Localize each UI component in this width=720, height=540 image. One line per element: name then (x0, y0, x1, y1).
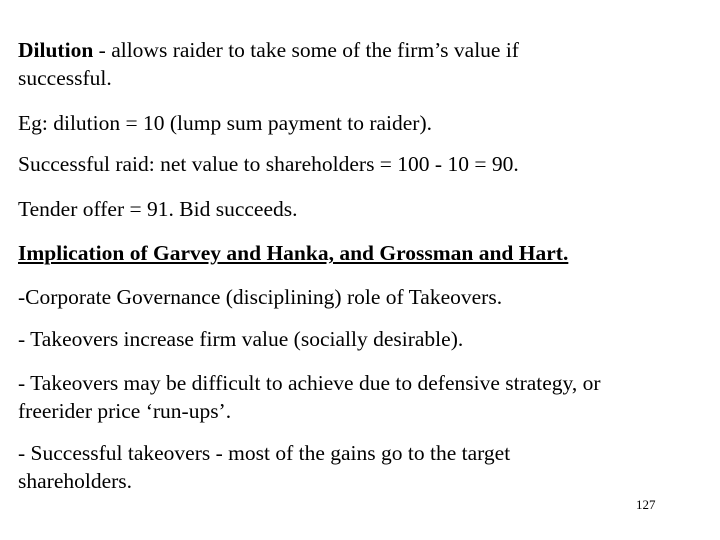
successful-raid-paragraph: Successful raid: net value to shareholders = 100 - 10 = 90. (18, 152, 519, 176)
dilution-term: Dilution (18, 38, 94, 62)
bullet-line: - Takeovers increase firm value (socially desirable). (18, 327, 464, 351)
bullet-governance (18, 283, 708, 311)
dilution-paragraph (18, 36, 708, 92)
bullet-line: -Corporate Governance (disciplining) role of Takeovers. (18, 285, 503, 309)
bullet-line: - Takeovers may be difficult to achieve due to defensive strategy, or (18, 371, 601, 395)
tender-offer-paragraph: Tender offer = 91. Bid succeeds. (18, 197, 298, 221)
implication-heading: Implication of Garvey and Hanka, and Grossman and Hart. (18, 241, 569, 265)
example-paragraph: Eg: dilution = 10 (lump sum payment to raider). (18, 111, 432, 135)
bullet-firm-value (18, 325, 708, 353)
dilution-definition: - allows raider to take some of the firm’s value if (93, 38, 519, 62)
bullet-line: - Successful takeovers - most of the gains go to the target (18, 441, 511, 465)
bullet-gains (18, 439, 708, 495)
page-number: 127 (636, 497, 656, 512)
dilution-line-1 (18, 36, 708, 64)
bullet-line: freerider price ‘run-ups’. (18, 399, 232, 423)
bullet-difficult (18, 369, 708, 425)
bullet-line: shareholders. (18, 469, 133, 493)
dilution-line-2: successful. (18, 66, 112, 90)
